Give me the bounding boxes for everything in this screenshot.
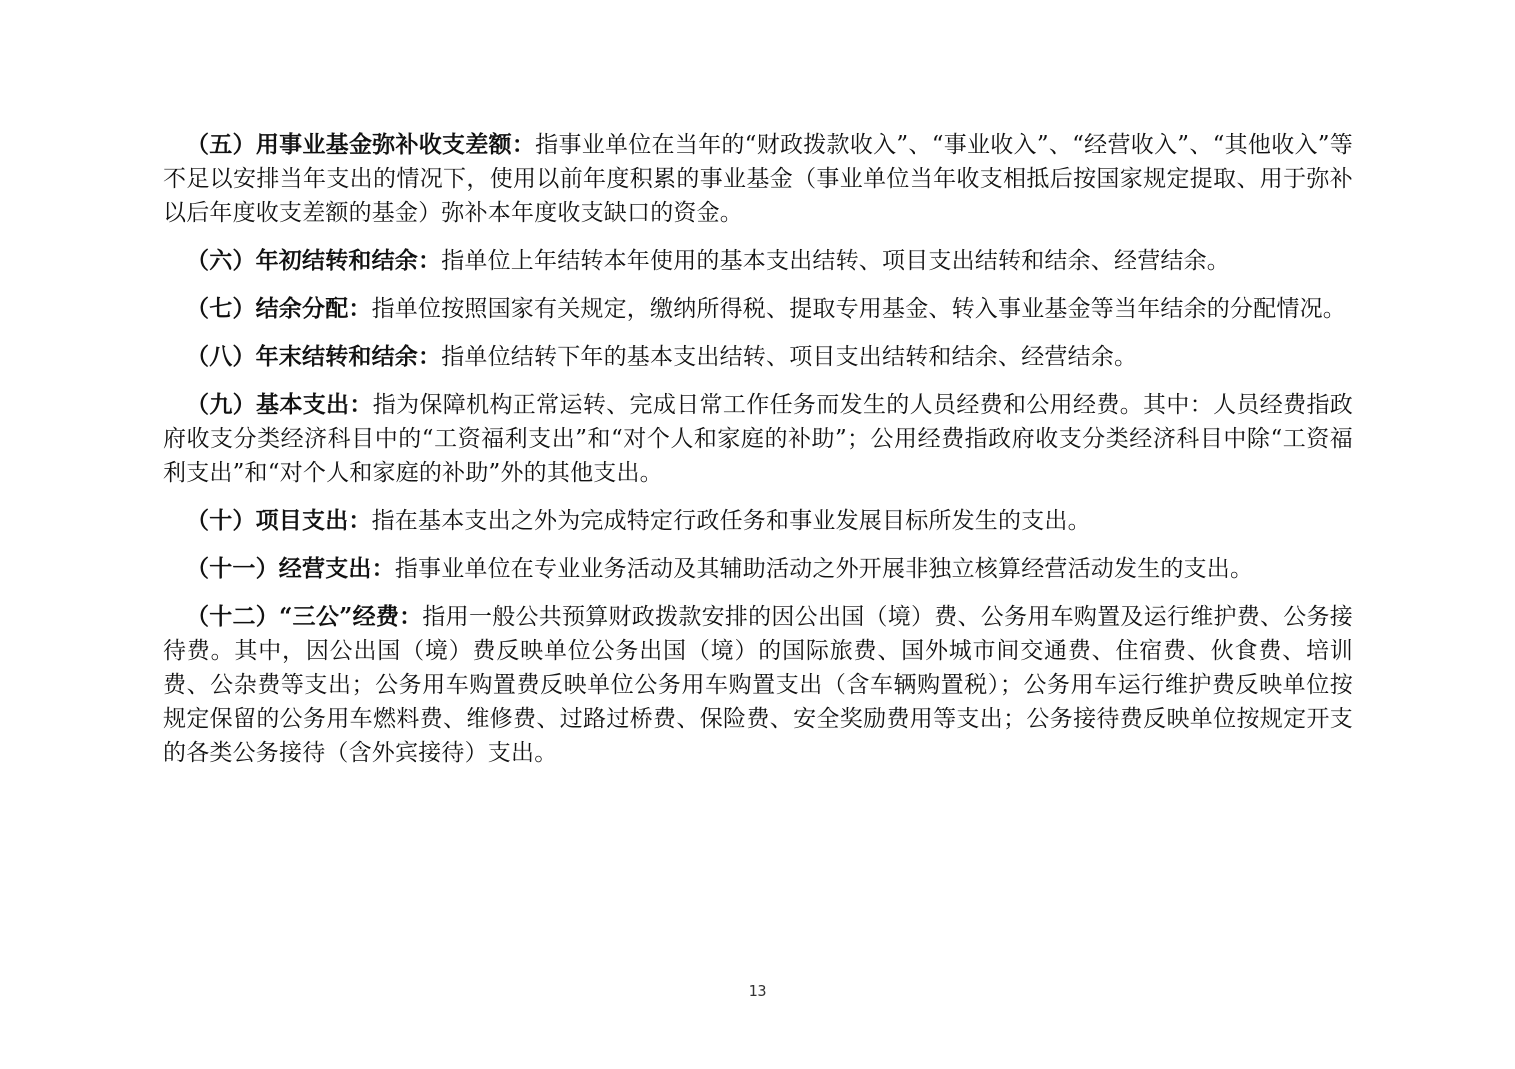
page-number: 13 bbox=[748, 982, 767, 1000]
definition-5: 指事业单位在当年的“财政拨款收入”、“事业收入”、“经营收入”、“其他收入”等不足以安排当年支出的情况下，使用以前年度积累的事业基金（事业单位当年收支相抵后按国家规定提取、用于弥补以后年度收支差额的基金）弥补本年度收支缺口的资金。 bbox=[163, 132, 1353, 226]
document-body bbox=[163, 128, 1353, 784]
paragraph-7 bbox=[163, 292, 1353, 326]
term-11: （十一）经营支出： bbox=[186, 555, 395, 582]
paragraph-11 bbox=[163, 552, 1353, 586]
definition-6: 指单位上年结转本年使用的基本支出结转、项目支出结转和结余、经营结余。 bbox=[441, 248, 1231, 274]
term-8: （八）年末结转和结余： bbox=[186, 343, 442, 370]
paragraph-8 bbox=[163, 340, 1353, 374]
term-12: （十二）“三公”经费： bbox=[186, 603, 423, 630]
definition-11: 指事业单位在专业业务活动及其辅助活动之外开展非独立核算经营活动发生的支出。 bbox=[394, 556, 1254, 582]
term-5: （五）用事业基金弥补收支差额： bbox=[186, 131, 536, 158]
term-10: （十）项目支出： bbox=[186, 507, 372, 534]
term-9: （九）基本支出： bbox=[186, 391, 373, 418]
term-7: （七）结余分配： bbox=[186, 295, 372, 322]
definition-8: 指单位结转下年的基本支出结转、项目支出结转和结余、经营结余。 bbox=[441, 344, 1138, 370]
paragraph-12 bbox=[163, 600, 1353, 770]
definition-12: 指用一般公共预算财政拨款安排的因公出国（境）费、公务用车购置及运行维护费、公务接待费。其中，因公出国（境）费反映单位公务出国（境）的国际旅费、国外城市间交通费、住宿费、伙食费、培训费、公杂费等支出；公务用车购置费反映单位公务用车购置支出（含车辆购置税）；公务用车运行维护费反映单位按规定保留的公务用车燃料费、维修费、过路过桥费、保险费、安全奖励费用等支出；公务接待费反映单位按规定开支的各类公务接待（含外宾接待）支出。 bbox=[163, 604, 1354, 766]
paragraph-10 bbox=[163, 504, 1353, 538]
term-6: （六）年初结转和结余： bbox=[186, 247, 442, 274]
paragraph-6 bbox=[163, 244, 1353, 278]
paragraph-9 bbox=[163, 388, 1353, 490]
definition-9: 指为保障机构正常运转、完成日常工作任务而发生的人员经费和公用经费。其中：人员经费指政府收支分类经济科目中的“工资福利支出”和“对个人和家庭的补助”；公用经费指政府收支分类经济科目中除“工资福利支出”和“对个人和家庭的补助”外的其他支出。 bbox=[163, 392, 1353, 486]
definition-7: 指单位按照国家有关规定，缴纳所得税、提取专用基金、转入事业基金等当年结余的分配情况。 bbox=[371, 296, 1347, 322]
paragraph-5 bbox=[163, 128, 1353, 230]
definition-10: 指在基本支出之外为完成特定行政任务和事业发展目标所发生的支出。 bbox=[371, 508, 1091, 534]
